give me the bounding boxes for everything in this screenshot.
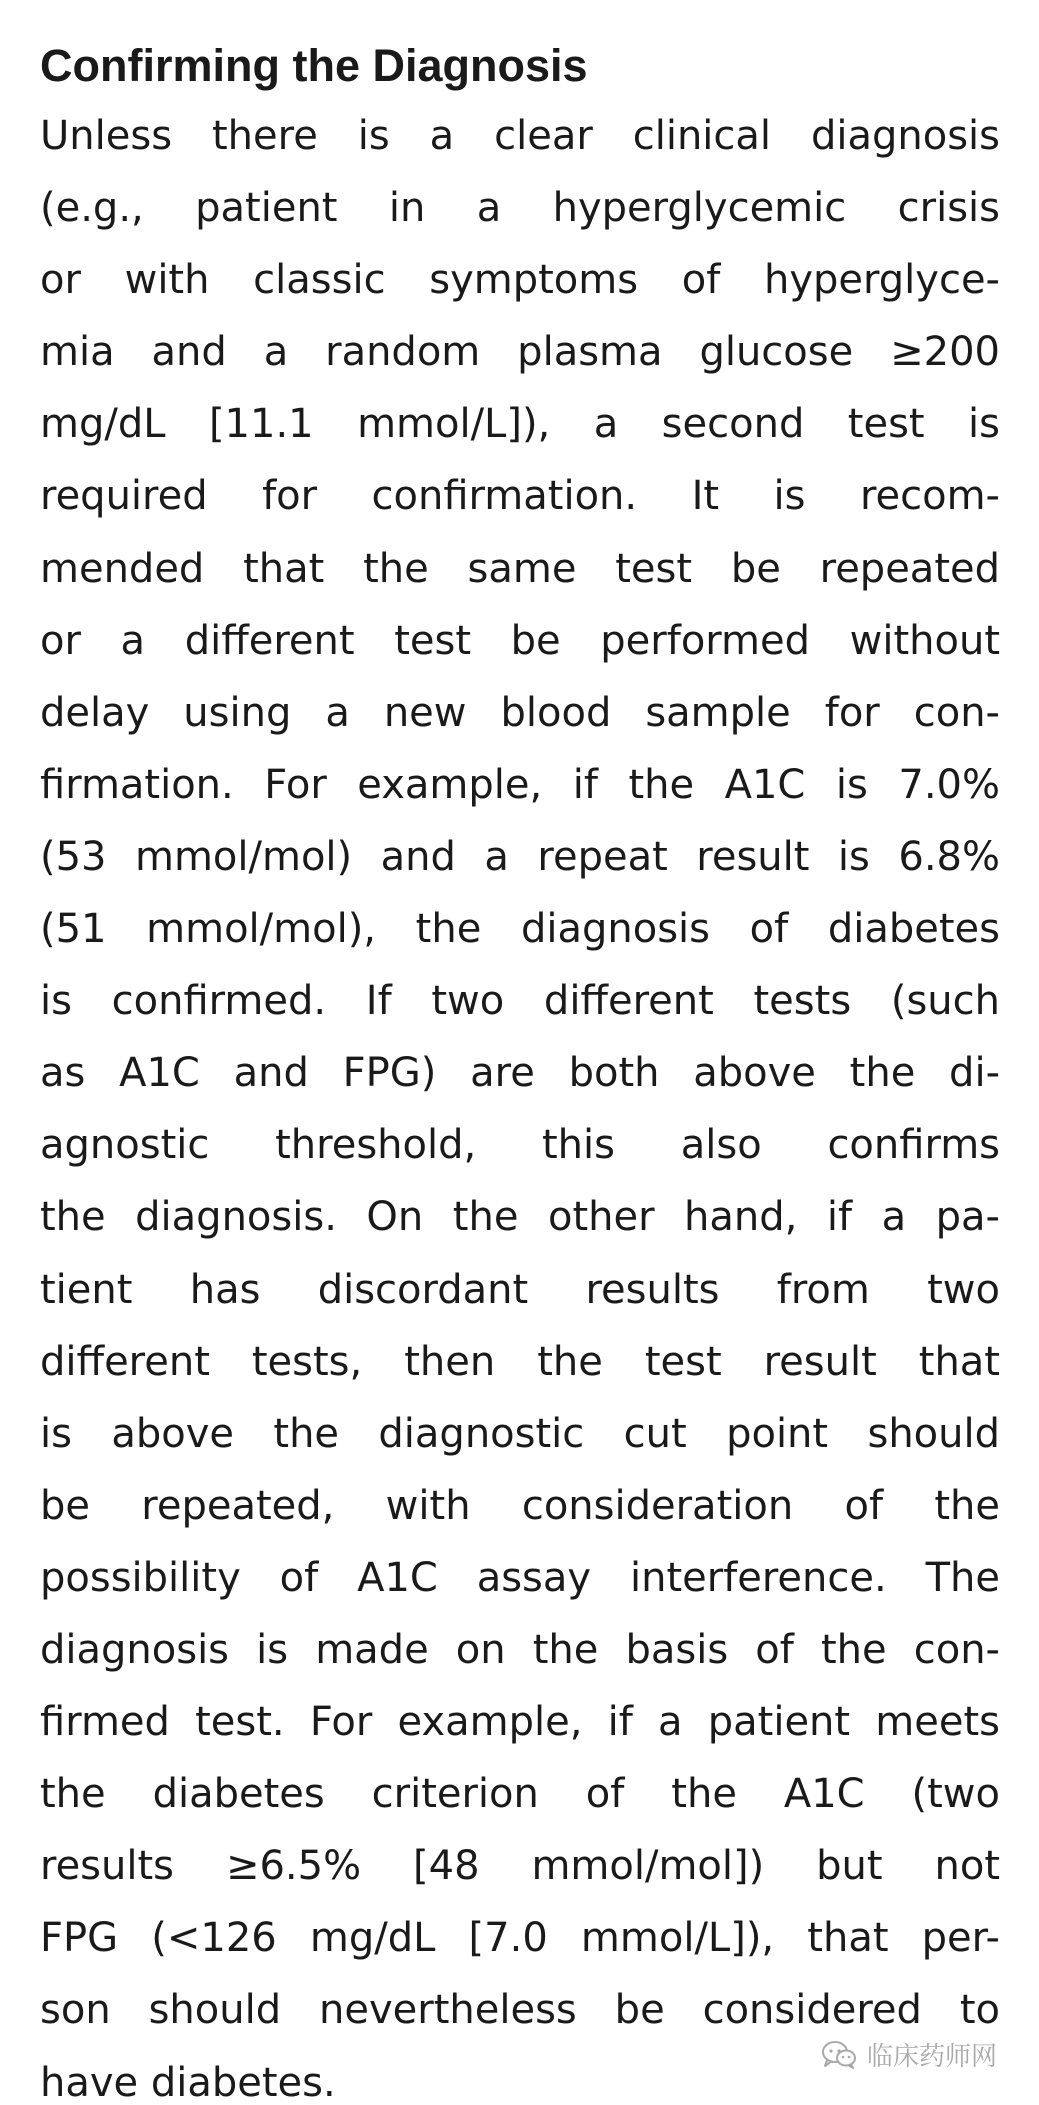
text-line: or with classic symptoms of hyperglyce- [40, 257, 1000, 304]
text-line: results ≥6.5% [48 mmol/mol]) but not [40, 1843, 1000, 1890]
text-line: firmed test. For example, if a patient meets [40, 1699, 1000, 1746]
text-line: be repeated, with consideration of the [40, 1482, 1000, 1529]
text-line: (53 mmol/mol) and a repeat result is 6.8% [40, 833, 1000, 880]
text-line: different tests, then the test result that [40, 1338, 1000, 1385]
text-line: firmation. For example, if the A1C is 7.0% [40, 761, 1000, 808]
text-line: have diabetes. [40, 2059, 336, 2105]
text-line: son should nevertheless be considered to [40, 1987, 1000, 2034]
text-line: mended that the same test be repeated [40, 545, 1000, 592]
text-line: is above the diagnostic cut point should [40, 1410, 1000, 1457]
text-line: is confirmed. If two different tests (such [40, 978, 1000, 1025]
text-line: possibility of A1C assay interference. The [40, 1554, 1000, 1601]
text-line: mg/dL [11.1 mmol/L]), a second test is [40, 401, 1000, 448]
text-line: diagnosis is made on the basis of the con- [40, 1626, 1000, 1673]
text-line: FPG (<126 mg/dL [7.0 mmol/L]), that per- [40, 1915, 1000, 1962]
text-line: or a different test be performed without [40, 617, 1000, 664]
text-line: (e.g., patient in a hyperglycemic crisis [40, 185, 1000, 232]
text-line: as A1C and FPG) are both above the di- [40, 1050, 1000, 1097]
text-line: the diagnosis. On the other hand, if a pa- [40, 1194, 1000, 1241]
text-line: mia and a random plasma glucose ≥200 [40, 329, 1000, 376]
watermark-label: 临床药师网 [866, 2042, 997, 2072]
text-line: the diabetes criterion of the A1C (two [40, 1771, 1000, 1818]
section-heading: Confirming the Diagnosis [40, 40, 588, 91]
body-paragraph [40, 100, 1000, 2105]
wechat-icon [821, 2040, 857, 2070]
text-line: tient has discordant results from two [40, 1266, 1000, 1313]
text-line: Unless there is a clear clinical diagnosis [40, 113, 1000, 159]
text-line: delay using a new blood sample for con- [40, 689, 1000, 736]
text-line: (51 mmol/mol), the diagnosis of diabetes [40, 906, 1000, 953]
watermark [815, 2034, 1003, 2075]
text-line: required for confirmation. It is recom- [40, 473, 1000, 520]
text-line: agnostic threshold, this also confirms [40, 1122, 1000, 1169]
